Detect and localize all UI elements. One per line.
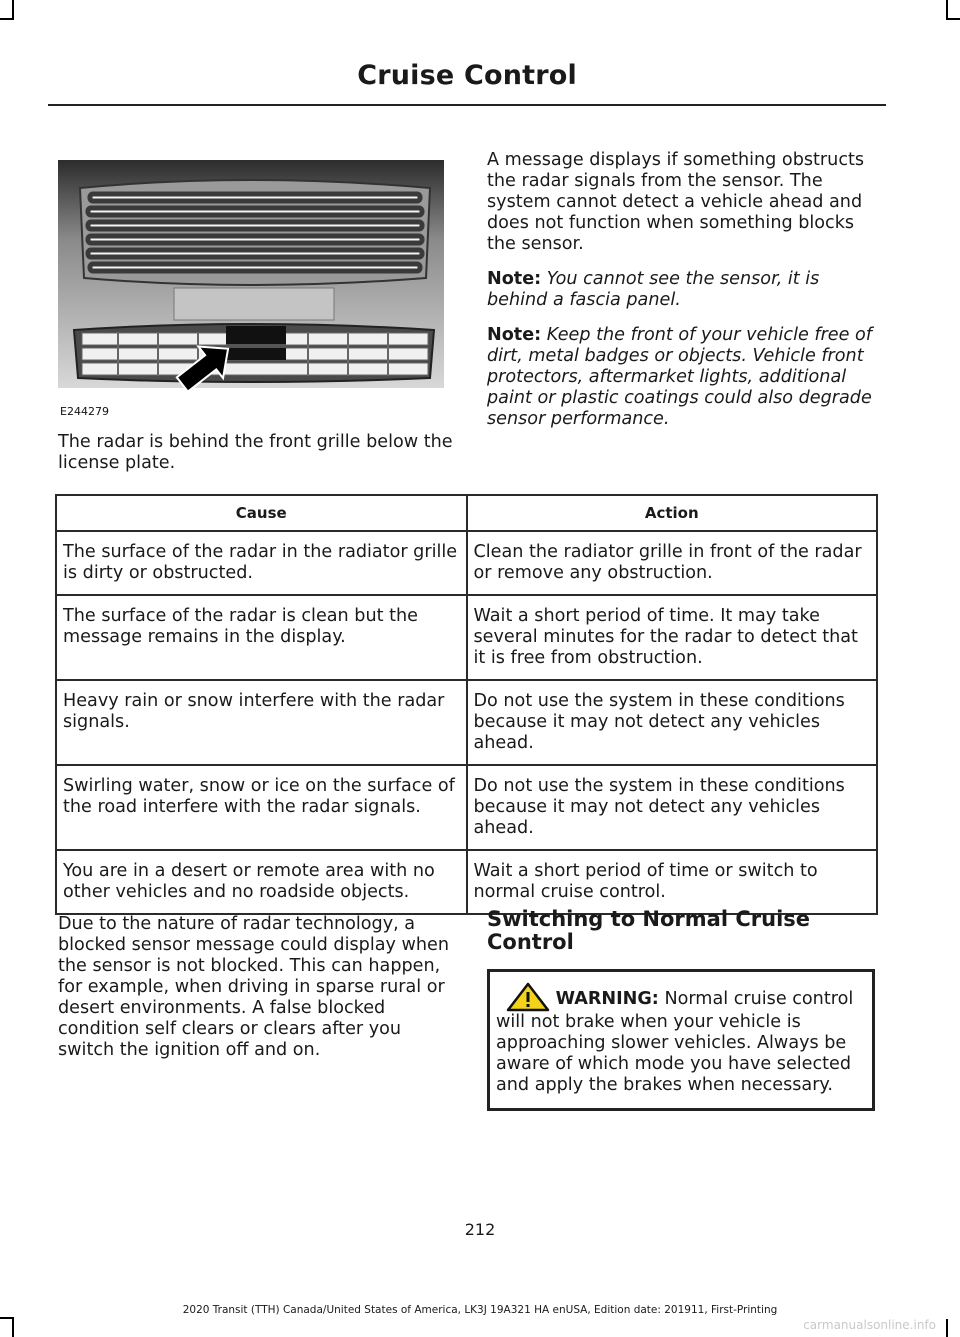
right-column: [487, 150, 883, 444]
table-header-row: [56, 495, 877, 531]
warning-text: Normal cruise control will not brake when your vehicle is approaching slower vehicles. Always be aware of which mode you have selected and apply the brakes when necessary.: [496, 989, 854, 1095]
note-sensor-hidden: [487, 269, 883, 311]
grille-illustration: [58, 160, 444, 418]
footer-edition: 2020 Transit (TTH) Canada/United States of America, LK3J 19A321 HA enUSA, Edition date: 201911, First-Printing: [182, 1304, 778, 1316]
crop-mark: [12, 0, 14, 18]
action-cell: Wait a short period of time. It may take several minutes for the radar to detect that it is free from obstruction.: [467, 595, 878, 680]
table-row: [56, 765, 877, 850]
header-action: Action: [467, 495, 878, 531]
crop-mark: [946, 0, 948, 18]
cause-cell: Heavy rain or snow interfere with the radar signals.: [56, 680, 467, 765]
note-label: Note:: [487, 325, 542, 345]
table-row: [56, 680, 877, 765]
cause-action-table: [55, 494, 878, 915]
crop-mark: [946, 18, 960, 20]
table-row: [56, 531, 877, 595]
warning-triangle-icon: [506, 982, 550, 1012]
page-title: Cruise Control: [357, 60, 577, 91]
table-row: [56, 850, 877, 914]
warning-box: [487, 969, 875, 1111]
crop-mark: [0, 18, 14, 20]
note-label: Note:: [487, 269, 542, 289]
note-text: Keep the front of your vehicle free of dirt, metal badges or objects. Vehicle front protectors, aftermarket lights, additional paint or plastic coatings could also degrade sensor performance.: [487, 325, 872, 429]
crop-mark: [946, 1319, 948, 1337]
cause-cell: You are in a desert or remote area with no other vehicles and no roadside objects.: [56, 850, 467, 914]
warning-label: WARNING:: [555, 989, 659, 1009]
figure-label: E244279: [60, 405, 109, 418]
note-keep-clean: [487, 325, 883, 430]
section-heading: Switching to Normal Cruise Control: [487, 907, 811, 954]
header-divider: [48, 104, 886, 106]
table-row: [56, 595, 877, 680]
grille-drawing: [58, 160, 444, 418]
cause-cell: Swirling water, snow or ice on the surface of the road interfere with the radar signals.: [56, 765, 467, 850]
watermark: carmanualsonline.info: [803, 1318, 936, 1332]
note-text: You cannot see the sensor, it is behind a fascia panel.: [487, 269, 820, 310]
crop-mark: [0, 1317, 14, 1319]
page-number: 212: [464, 1220, 496, 1239]
false-blocked-paragraph: Due to the nature of radar technology, a blocked sensor message could display when the sensor is not blocked. This can happen, for example, when driving in sparse rural or desert environments. A false blocked condition self clears or clears after you switch the ignition off and on.: [58, 914, 450, 1060]
header-cause: Cause: [56, 495, 467, 531]
crop-mark: [12, 1319, 14, 1337]
cause-cell: The surface of the radar is clean but the message remains in the display.: [56, 595, 467, 680]
action-cell: Do not use the system in these conditions because it may not detect any vehicles ahead.: [467, 765, 878, 850]
intro-paragraph: A message displays if something obstructs the radar signals from the sensor. The system cannot detect a vehicle ahead and does not function when something blocks the sensor.: [487, 150, 865, 254]
action-cell: Do not use the system in these conditions because it may not detect any vehicles ahead.: [467, 680, 878, 765]
figure-caption: The radar is behind the front grille below the license plate.: [58, 432, 453, 473]
action-cell: Clean the radiator grille in front of the radar or remove any obstruction.: [467, 531, 878, 595]
cause-cell: The surface of the radar in the radiator grille is dirty or obstructed.: [56, 531, 467, 595]
action-cell: Wait a short period of time or switch to normal cruise control.: [467, 850, 878, 914]
